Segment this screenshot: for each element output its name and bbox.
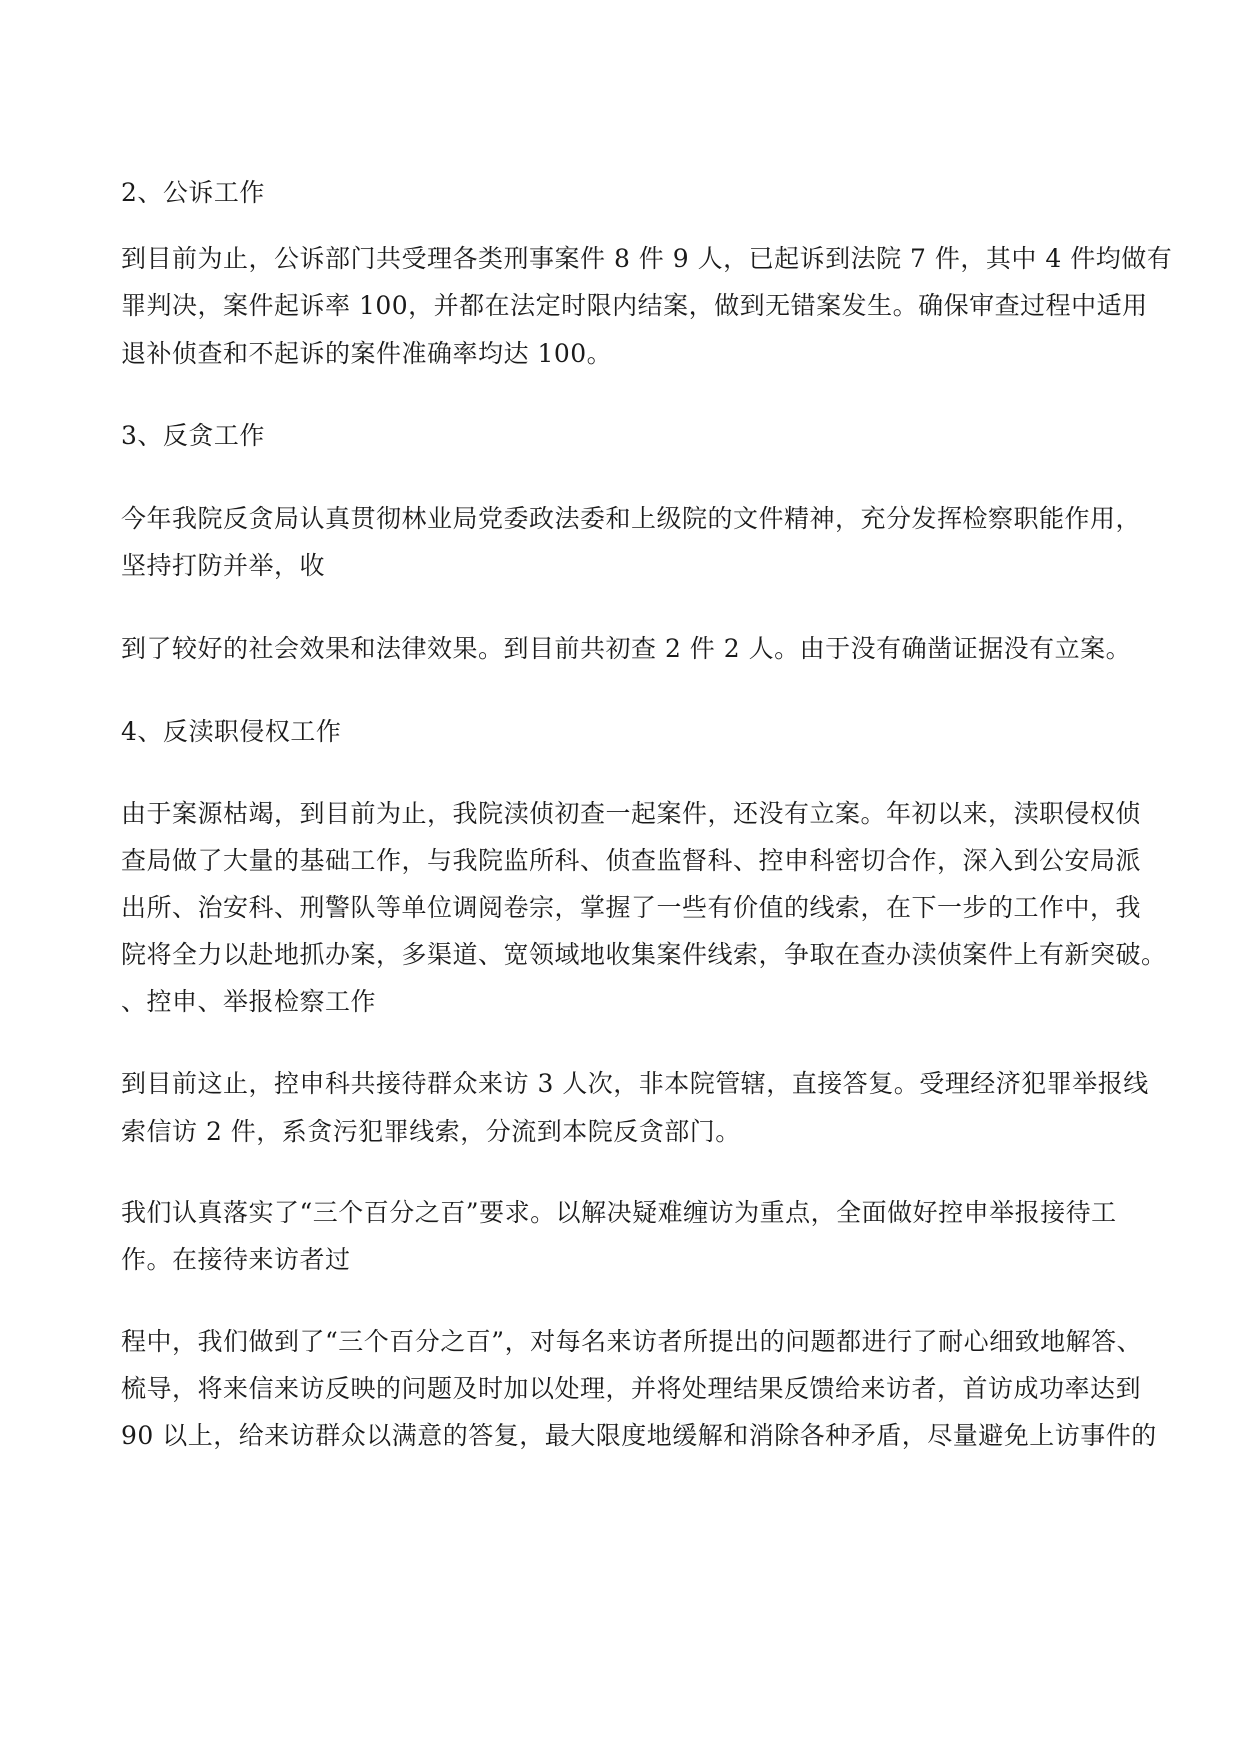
paragraph-line: 今年我院反贪局认真贯彻林业局党委政法委和上级院的文件精神，充分发挥检察职能作用， <box>121 504 1142 533</box>
paragraph-line: 程中，我们做到了“三个百分之百”，对每名来访者所提出的问题都进行了耐心细致地解答、 <box>121 1327 1143 1356</box>
paragraph-line: 作。在接待来访者过 <box>121 1245 351 1274</box>
paragraph-line: 查局做了大量的基础工作，与我院监所科、侦查监督科、控申科密切合作，深入到公安局派 <box>121 846 1142 875</box>
paragraph-line: 到了较好的社会效果和法律效果。到目前共初查 2 件 2 人。由于没有确凿证据没有立案。 <box>121 634 1132 663</box>
paragraph-line: 出所、治安科、刑警队等单位调阅卷宗，掌握了一些有价值的线索，在下一步的工作中，我 <box>121 893 1142 922</box>
section-heading-complaints: 、控申、举报检察工作 <box>121 987 377 1016</box>
paragraph-line: 90 以上，给来访群众以满意的答复，最大限度地缓解和消除各种矛盾，尽量避免上访事件的 <box>121 1421 1157 1450</box>
paragraph-line: 到目前这止，控申科共接待群众来访 3 人次，非本院管辖，直接答复。受理经济犯罪举报线 <box>121 1069 1149 1098</box>
paragraph-line: 由于案源枯竭，到目前为止，我院渎侦初查一起案件，还没有立案。年初以来，渎职侵权侦 <box>121 799 1142 828</box>
section-heading-anti-corruption: 3、反贪工作 <box>121 421 265 450</box>
paragraph-line: 到目前为止，公诉部门共受理各类刑事案件 8 件 9 人，已起诉到法院 7 件，其中 4 件均做有 <box>121 244 1173 273</box>
paragraph-line: 索信访 2 件，系贪污犯罪线索，分流到本院反贪部门。 <box>121 1117 741 1146</box>
paragraph-line: 罪判决，案件起诉率 100，并都在法定时限内结案，做到无错案发生。确保审查过程中适用 <box>121 291 1148 320</box>
section-heading-anti-malfeasance: 4、反渎职侵权工作 <box>121 717 342 746</box>
paragraph-line: 坚持打防并举，收 <box>121 551 326 580</box>
paragraph-line: 院将全力以赴地抓办案，多渠道、宽领域地收集案件线索，争取在查办渎侦案件上有新突破。 <box>121 940 1167 969</box>
section-heading-prosecution: 2、公诉工作 <box>121 178 265 207</box>
paragraph-line: 我们认真落实了“三个百分之百”要求。以解决疑难缠访为重点，全面做好控申举报接待工 <box>121 1198 1117 1227</box>
paragraph-line: 梳导，将来信来访反映的问题及时加以处理，并将处理结果反馈给来访者，首访成功率达到 <box>121 1374 1142 1403</box>
paragraph-line: 退补侦查和不起诉的案件准确率均达 100。 <box>121 339 613 368</box>
